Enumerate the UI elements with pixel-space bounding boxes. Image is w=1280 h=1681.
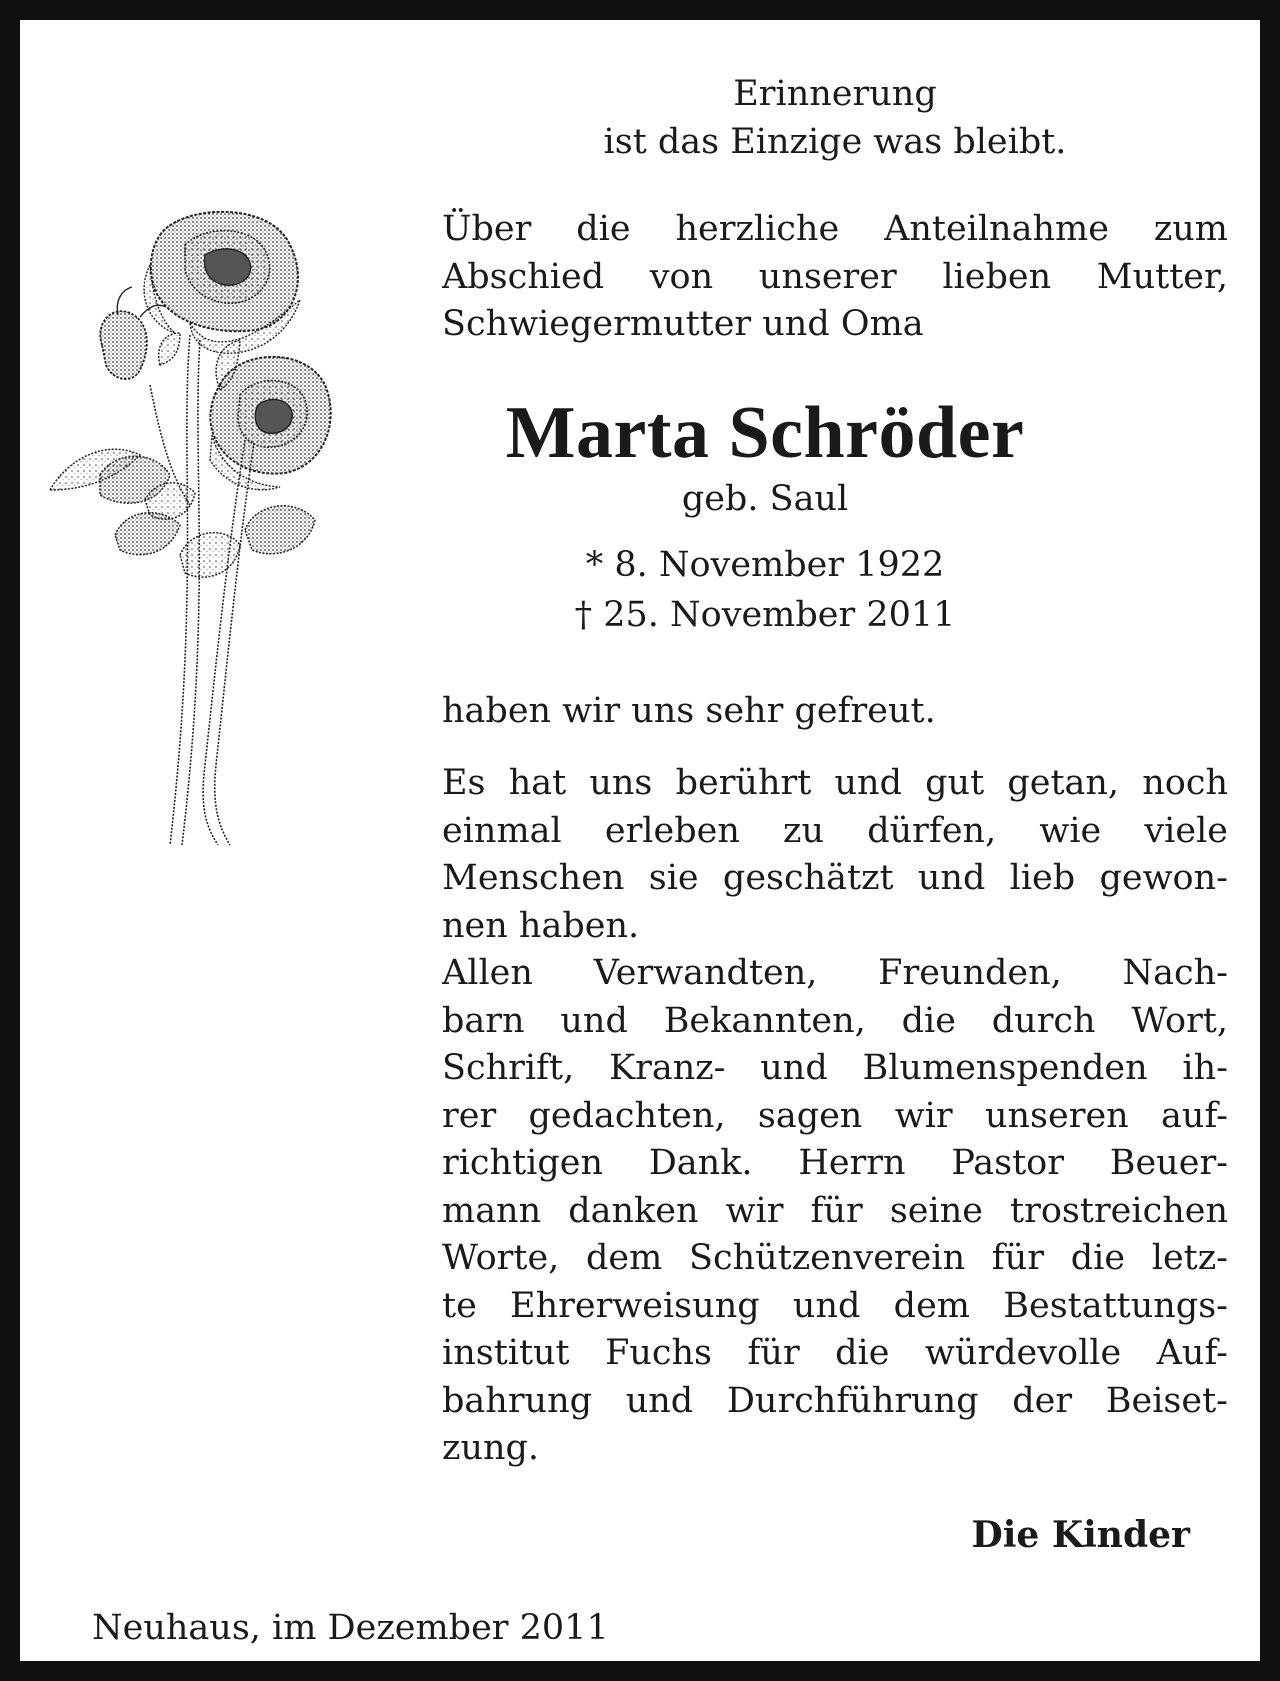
thanks-line: te Ehrerweisung und dem Bestattungs- [442, 1285, 1228, 1326]
intro-line: Abschied von unserer lieben Mutter, [442, 256, 1228, 297]
intro-line: Schwiegermutter und Oma [442, 304, 924, 344]
intro-line: Über die herzliche Anteilnahme zum [442, 209, 1228, 249]
signature: Die Kinder [971, 1514, 1190, 1556]
motto-line-1: Erinnerung [733, 74, 937, 114]
deceased-name: Marta Schröder [505, 392, 1025, 474]
deceased-block [420, 390, 1110, 640]
thanks-line: nen haben. [442, 905, 640, 946]
thanks-line: Es hat uns berührt und gut getan, noch [442, 763, 1228, 803]
thanks-line: Allen Verwandten, Freunden, Nach- [442, 953, 1228, 993]
thanks-line: zung. [442, 1428, 540, 1468]
thanks-line: bahrung und Durchführung der Beiset- [442, 1380, 1228, 1421]
intro-paragraph [442, 206, 1228, 349]
thanks-line: richtigen Dank. Herrn Pastor Beuer- [442, 1143, 1228, 1183]
thanks-line: einmal erleben zu dürfen, wie viele [442, 810, 1228, 851]
motto [440, 70, 1230, 166]
motto-line-2: ist das Einzige was bleibt. [603, 122, 1067, 162]
thanks-line: Schrift, Kranz- und Blumenspenden ih- [442, 1048, 1228, 1088]
place-date: Neuhaus, im Dezember 2011 [92, 1608, 609, 1648]
after-text: haben wir uns sehr gefreut. [442, 691, 936, 731]
thanks-line: rer gedachten, sagen wir unseren auf- [442, 1095, 1228, 1136]
roses-icon [40, 205, 360, 865]
thanks-line: Menschen sie geschätzt und lieb gewon- [442, 858, 1228, 898]
thanks-line: Worte, dem Schützenverein für die letz- [442, 1238, 1228, 1278]
life-dates [420, 540, 1110, 640]
maiden-name: geb. Saul [681, 479, 849, 519]
thanks-paragraph [442, 760, 1228, 1473]
birth-date: * 8. November 1922 [585, 545, 945, 585]
thanks-line: barn und Bekannten, die durch Wort, [442, 1000, 1228, 1041]
after-text-paragraph [442, 688, 1228, 736]
death-date: † 25. November 2011 [574, 595, 956, 635]
thanks-line: institut Fuchs für die würdevolle Auf- [442, 1333, 1228, 1373]
thanks-line: mann danken wir für seine trostreichen [442, 1190, 1228, 1231]
